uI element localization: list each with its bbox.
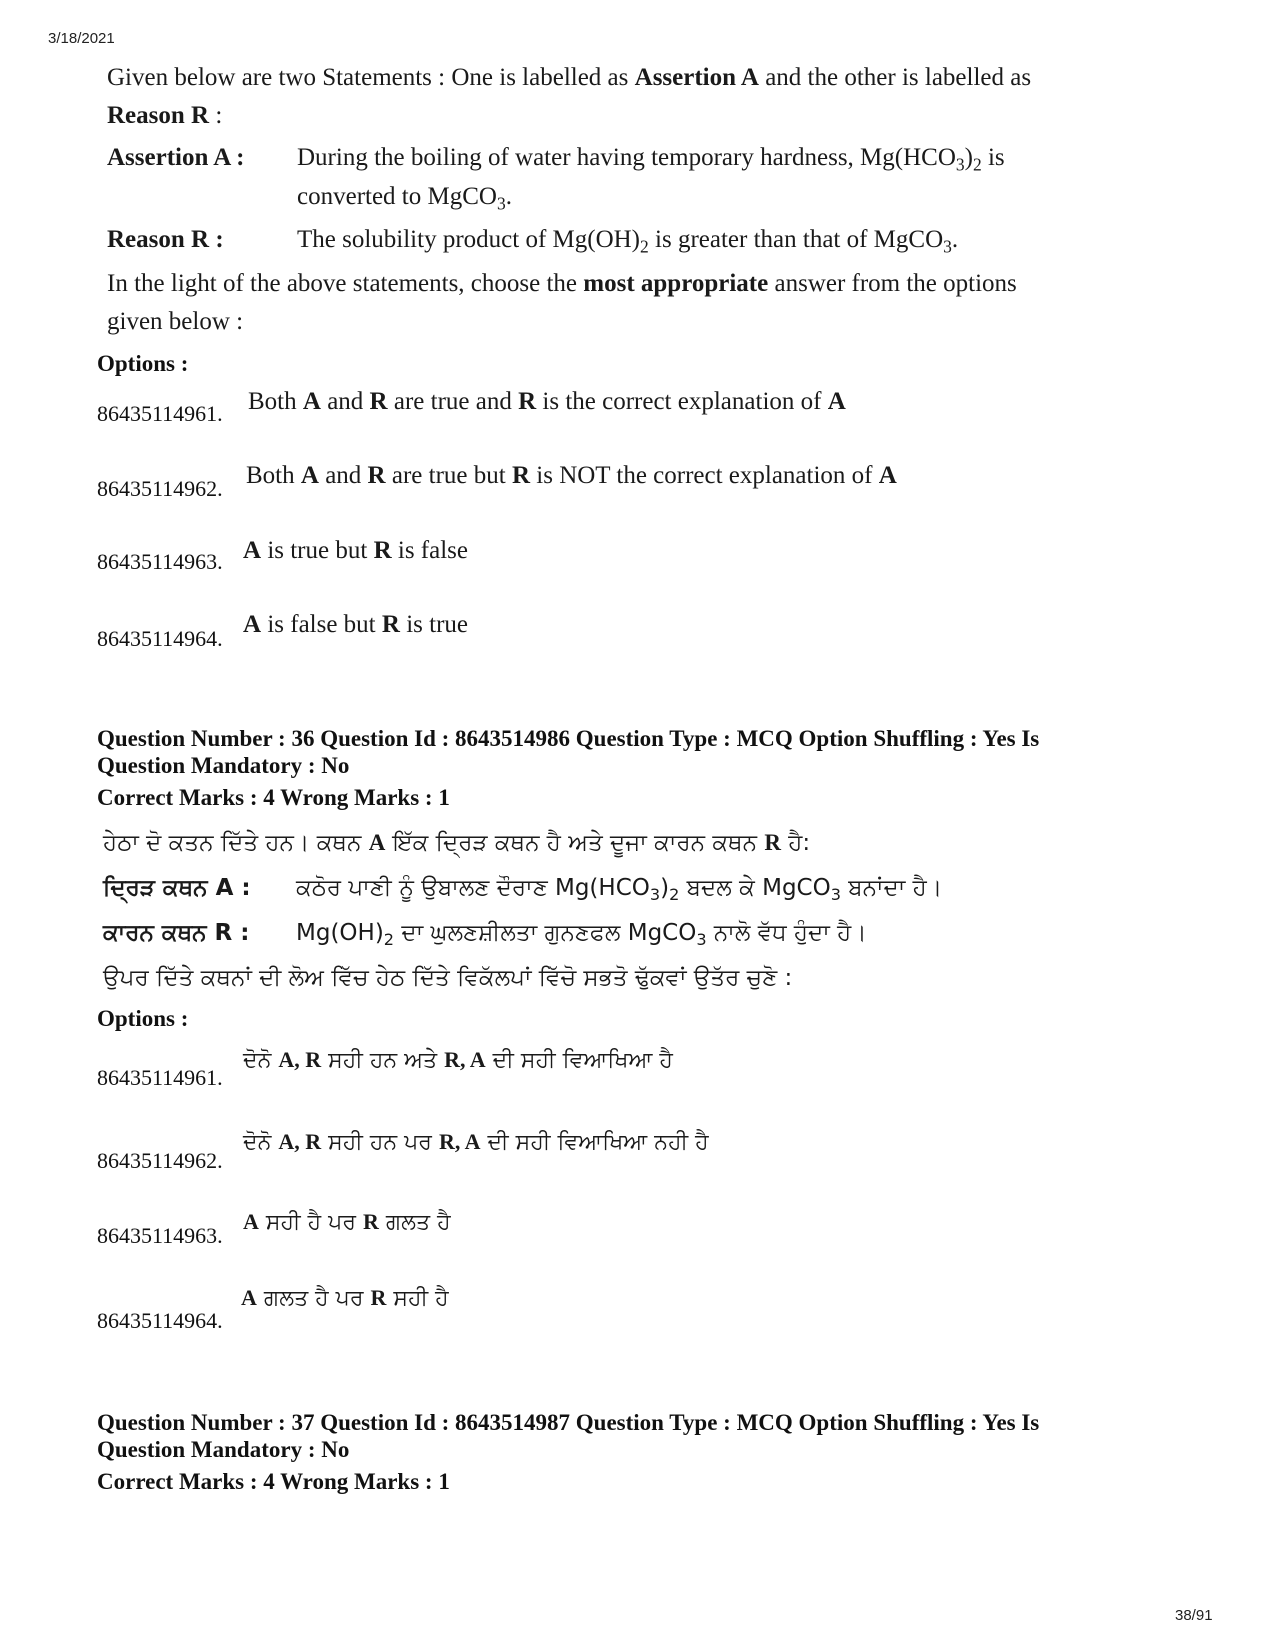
- pa-part: ਹੇਠਾ ਦੋ ਕਤਨ ਦਿੱਤੇ ਹਨ। ਕਥਨ: [103, 830, 369, 856]
- option-bold: A, R: [278, 1047, 322, 1072]
- q35-reason-part: .: [951, 226, 959, 253]
- q35-instruction: [107, 264, 1137, 304]
- q36-option-3-text[interactable]: [243, 1209, 451, 1235]
- option-bold: R: [362, 1209, 379, 1234]
- option-part: is false but: [261, 611, 382, 638]
- option-bold: A: [878, 462, 897, 489]
- q35-intro-text-2: and the other is labelled as: [758, 64, 1032, 91]
- q35-intro-line2: [107, 96, 222, 136]
- subscript: 2: [972, 154, 982, 175]
- option-part: are true but: [385, 462, 512, 489]
- q36-meta-line3: Correct Marks : 4 Wrong Marks : 1: [97, 785, 450, 810]
- q35-instruction-bold: most appropriate: [583, 270, 769, 297]
- q35-assertion-part: ): [964, 144, 973, 171]
- pa-bold: A: [368, 830, 386, 855]
- q35-reason-part: is greater than that of MgCO: [648, 226, 944, 253]
- option-bold: A: [243, 537, 262, 564]
- option-part: and: [318, 462, 368, 489]
- option-part: Both: [248, 388, 303, 415]
- subscript: 3: [649, 884, 661, 904]
- pa-part: ਇੱਕ ਦ੍ਰਿੜ ਕਥਨ ਹੈ ਅਤੇ ਦੂਜਾ ਕਾਰਨ ਕਥਨ: [385, 830, 765, 856]
- subscript: 2: [640, 236, 649, 257]
- q35-assertion-line2: [297, 177, 512, 217]
- option-bold: R: [511, 462, 531, 489]
- option-part: Both: [246, 462, 301, 489]
- q35-intro: [107, 58, 1137, 98]
- q35-option-2-id: 86435114962.: [97, 476, 223, 501]
- subscript: 3: [496, 193, 506, 214]
- q35-assertion-text: [297, 138, 1137, 178]
- option-part: ਸਹੀ ਹੈ ਪਰ: [258, 1210, 363, 1235]
- print-date: 3/18/2021: [48, 30, 115, 47]
- option-bold: R: [373, 537, 392, 564]
- subscript: 3: [830, 884, 841, 904]
- q35-options-label: Options :: [97, 351, 189, 376]
- q36-option-4-id: 86435114964.: [97, 1308, 223, 1333]
- option-bold: R: [370, 1285, 387, 1310]
- q37-meta-line1: Question Number : 37 Question Id : 8643514987 Question Type : MCQ Option Shuffling : Yes Is: [97, 1410, 1040, 1435]
- option-part: is the correct explanation of: [536, 388, 828, 415]
- q35-option-4-id: 86435114964.: [97, 626, 223, 651]
- option-bold: A: [241, 1285, 257, 1310]
- q36-pa-intro: [103, 820, 810, 866]
- q35-assertion-part: During the boiling of water having temporary hardness, Mg(HCO: [297, 144, 956, 171]
- q35-option-2-text[interactable]: [246, 462, 897, 490]
- q35-option-1-text[interactable]: [248, 388, 846, 416]
- option-part: and: [320, 388, 370, 415]
- q35-intro-assertion: Assertion A: [634, 64, 759, 91]
- q35-assertion-part: .: [505, 183, 512, 210]
- pa-part: ਨਾਲੋ ਵੱਧ ਹੁੰਦਾ ਹੈ।: [706, 920, 867, 946]
- q36-options-label: Options :: [97, 1006, 189, 1031]
- q36-option-1-text[interactable]: [243, 1047, 673, 1073]
- q37-meta-line2: Question Mandatory : No: [97, 1437, 350, 1462]
- option-bold: A: [827, 388, 846, 415]
- q36-pa-assertion-text: [296, 865, 942, 911]
- q36-option-3-id: 86435114963.: [97, 1223, 223, 1248]
- q36-meta-line2: Question Mandatory : No: [97, 753, 350, 778]
- q35-assertion-part: is: [981, 144, 1005, 171]
- q35-option-3-id: 86435114963.: [97, 549, 223, 574]
- subscript: 3: [955, 154, 965, 175]
- option-part: ਗਲਤ ਹੈ: [378, 1210, 451, 1235]
- q35-reason-text: [297, 220, 958, 260]
- q35-option-1-id: 86435114961.: [97, 401, 223, 426]
- option-bold: R: [381, 611, 400, 638]
- q35-intro-reason: Reason R: [107, 102, 210, 129]
- option-bold: R, A: [444, 1047, 486, 1072]
- q36-option-4-text[interactable]: [241, 1285, 449, 1311]
- q35-intro-text: Given below are two Statements : One is labelled as: [107, 64, 635, 91]
- q35-reason-label: Reason R :: [107, 226, 224, 253]
- pa-part: ): [660, 875, 670, 901]
- pa-part: ਦਾ ਘੁਲਣਸ਼ੀਲਤਾ ਗੁਨਣਫਲ MgCO: [394, 920, 697, 946]
- pa-part: ਕਠੋਰ ਪਾਣੀ ਨੂੰ ਉਬਾਲਣ ਦੌਰਾਣ Mg(HCO: [296, 875, 650, 901]
- q36-meta-line1: Question Number : 36 Question Id : 8643514986 Question Type : MCQ Option Shuffling : Yes Is: [97, 726, 1040, 751]
- pa-part: ਬਦਲ ਕੇ MgCO: [679, 875, 831, 901]
- q36-pa-reason-text: [296, 910, 867, 956]
- q35-option-4-text[interactable]: [243, 611, 468, 639]
- option-bold: R: [518, 388, 537, 415]
- q36-pa-reason-label: ਕਾਰਨ ਕਥਨ R :: [103, 920, 250, 946]
- option-part: ਗਲਤ ਹੈ ਪਰ: [256, 1286, 371, 1311]
- option-bold: A: [300, 462, 319, 489]
- pa-bold: R: [764, 830, 781, 855]
- subscript: 3: [943, 236, 952, 257]
- option-bold: A: [243, 611, 262, 638]
- option-part: is false: [391, 537, 468, 564]
- option-part: ਦੀ ਸਹੀ ਵਿਆਖਿਆ ਹੈ: [485, 1048, 673, 1073]
- q37-meta-line3: Correct Marks : 4 Wrong Marks : 1: [97, 1469, 450, 1494]
- q36-option-2-text[interactable]: [243, 1129, 709, 1155]
- q35-instruction-part: answer from the options: [768, 270, 1017, 297]
- subscript: 2: [669, 884, 680, 904]
- subscript: 3: [696, 929, 707, 949]
- option-bold: A: [243, 1209, 259, 1234]
- option-bold: A: [302, 388, 321, 415]
- option-part: ਦੀ ਸਹੀ ਵਿਆਖਿਆ ਨਹੀ ਹੈ: [480, 1130, 709, 1155]
- q36-option-1-id: 86435114961.: [97, 1065, 223, 1090]
- option-part: is NOT the correct explanation of: [530, 462, 879, 489]
- option-part: ਦੋਨੋ: [243, 1130, 279, 1155]
- option-bold: A, R: [278, 1129, 322, 1154]
- q36-option-2-id: 86435114962.: [97, 1148, 223, 1173]
- option-part: ਸਹੀ ਹਨ ਅਤੇ: [321, 1048, 445, 1073]
- option-part: is true: [399, 611, 468, 638]
- pa-part: ਬਨਾਂਦਾ ਹੈ।: [840, 875, 943, 901]
- q35-instruction-line2: given below :: [107, 308, 244, 335]
- q35-instruction-part: In the light of the above statements, choose the: [107, 270, 584, 297]
- q35-assertion-part: converted to MgCO: [297, 183, 497, 210]
- q36-pa-instruction: ਉਪਰ ਦਿੱਤੇ ਕਥਨਾਂ ਦੀ ਲੋਅ ਵਿੱਚ ਹੇਠ ਦਿੱਤੇ ਵਿਕੱਲਪਾਂ ਵਿੱਚੋ ਸਭਤੋ ਢੁੱਕਵਾਂ ਉਤੱਰ ਚੁਣੋ :: [103, 965, 793, 991]
- option-part: are true and: [387, 388, 519, 415]
- option-part: ਦੋਨੋ: [243, 1048, 279, 1073]
- page-number: 38/91: [1175, 1607, 1213, 1624]
- option-part: ਸਹੀ ਹੈ: [386, 1286, 449, 1311]
- q35-option-3-text[interactable]: [243, 537, 468, 565]
- pa-part: Mg(OH): [296, 920, 384, 946]
- option-bold: R, A: [438, 1129, 481, 1154]
- option-part: is true but: [261, 537, 374, 564]
- option-bold: R: [369, 388, 388, 415]
- q35-assertion-label: Assertion A :: [107, 144, 245, 171]
- option-bold: R: [367, 462, 386, 489]
- q35-reason-part: The solubility product of Mg(OH): [297, 226, 641, 253]
- subscript: 2: [383, 929, 395, 949]
- pa-part: ਹੈ:: [780, 830, 811, 856]
- q35-intro-colon: :: [209, 102, 223, 129]
- q36-pa-assertion-label: ਦ੍ਰਿੜ ਕਥਨ A :: [103, 875, 251, 901]
- option-part: ਸਹੀ ਹਨ ਪਰ: [321, 1130, 439, 1155]
